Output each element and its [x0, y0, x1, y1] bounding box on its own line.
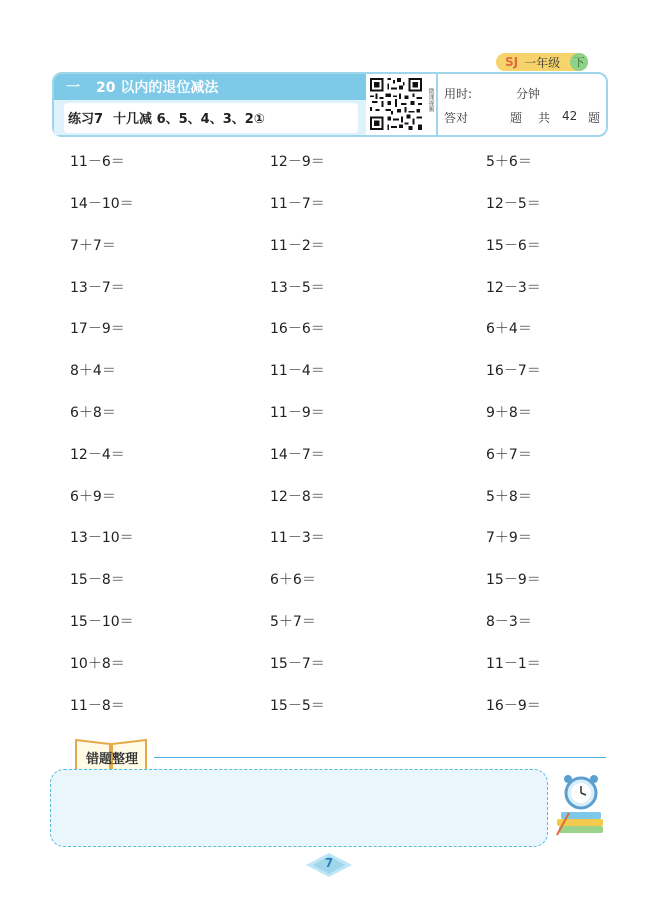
problem: 15－6＝	[486, 238, 541, 254]
problem: 6＋9＝	[70, 489, 116, 505]
problem: 8－3＝	[486, 614, 532, 630]
problem: 11－6＝	[70, 154, 125, 170]
problem: 8＋4＝	[70, 363, 116, 379]
series-code: SJ	[505, 55, 519, 69]
problem: 16－7＝	[486, 363, 541, 379]
lesson-title: 十几减 6、5、4、3、2①	[113, 112, 265, 127]
problem: 11－2＝	[270, 238, 325, 254]
lesson-title-box	[64, 103, 358, 133]
total-prefix: 共	[538, 111, 551, 125]
problem: 12－8＝	[270, 489, 325, 505]
problem: 6＋4＝	[486, 321, 532, 337]
problem: 15－8＝	[70, 572, 125, 588]
correct-unit: 题	[510, 111, 523, 125]
problem: 11－7＝	[270, 196, 325, 212]
problem: 9＋8＝	[486, 405, 532, 421]
problem: 11－9＝	[270, 405, 325, 421]
problem: 13－7＝	[70, 280, 125, 296]
problem: 15－10＝	[70, 614, 134, 630]
problem: 12－3＝	[486, 280, 541, 296]
unit-title-bar	[54, 74, 366, 100]
error-review-area[interactable]	[50, 769, 548, 847]
problem: 14－7＝	[270, 447, 325, 463]
lesson-row	[54, 100, 366, 135]
volume-badge: 下	[570, 53, 588, 71]
problem: 11－3＝	[270, 530, 325, 546]
problem: 16－9＝	[486, 698, 541, 714]
problem: 17－9＝	[70, 321, 125, 337]
problem: 11－1＝	[486, 656, 541, 672]
grade-label: 一年级	[524, 55, 561, 70]
unit-title: 20 以内的退位减法	[96, 80, 219, 96]
problem: 16－6＝	[270, 321, 325, 337]
total-count: 42	[562, 109, 578, 123]
problem: 5＋8＝	[486, 489, 532, 505]
problem: 11－4＝	[270, 363, 325, 379]
alarm-clock-icon	[553, 773, 609, 839]
header-divider	[436, 74, 438, 135]
problem: 13－10＝	[70, 530, 134, 546]
problem: 6＋6＝	[270, 572, 316, 588]
problem: 14－10＝	[70, 196, 134, 212]
problem: 5＋7＝	[270, 614, 316, 630]
correct-label: 答对	[444, 111, 469, 125]
unit-number: 一	[66, 80, 80, 96]
problem: 15－9＝	[486, 572, 541, 588]
total-unit: 题	[588, 111, 601, 125]
problem: 7＋7＝	[70, 238, 116, 254]
problem: 10＋8＝	[70, 656, 125, 672]
problem: 13－5＝	[270, 280, 325, 296]
problem: 12－9＝	[270, 154, 325, 170]
problem: 6＋8＝	[70, 405, 116, 421]
time-unit: 分钟	[516, 87, 541, 101]
time-label: 用时:	[444, 87, 473, 101]
qr-caption: 微课视频	[427, 88, 434, 112]
problem: 5＋6＝	[486, 154, 532, 170]
qr-code-icon[interactable]	[368, 76, 424, 132]
problem: 15－5＝	[270, 698, 325, 714]
problem: 12－4＝	[70, 447, 125, 463]
error-review-label: 错题整理	[85, 752, 138, 767]
problem: 6＋7＝	[486, 447, 532, 463]
lesson-number: 练习7	[68, 112, 104, 127]
problem: 7＋9＝	[486, 530, 532, 546]
grade-tag	[496, 53, 588, 71]
problem: 12－5＝	[486, 196, 541, 212]
page-number: 7	[324, 856, 334, 870]
problem: 11－8＝	[70, 698, 125, 714]
error-section-rule	[154, 757, 606, 758]
problem: 15－7＝	[270, 656, 325, 672]
